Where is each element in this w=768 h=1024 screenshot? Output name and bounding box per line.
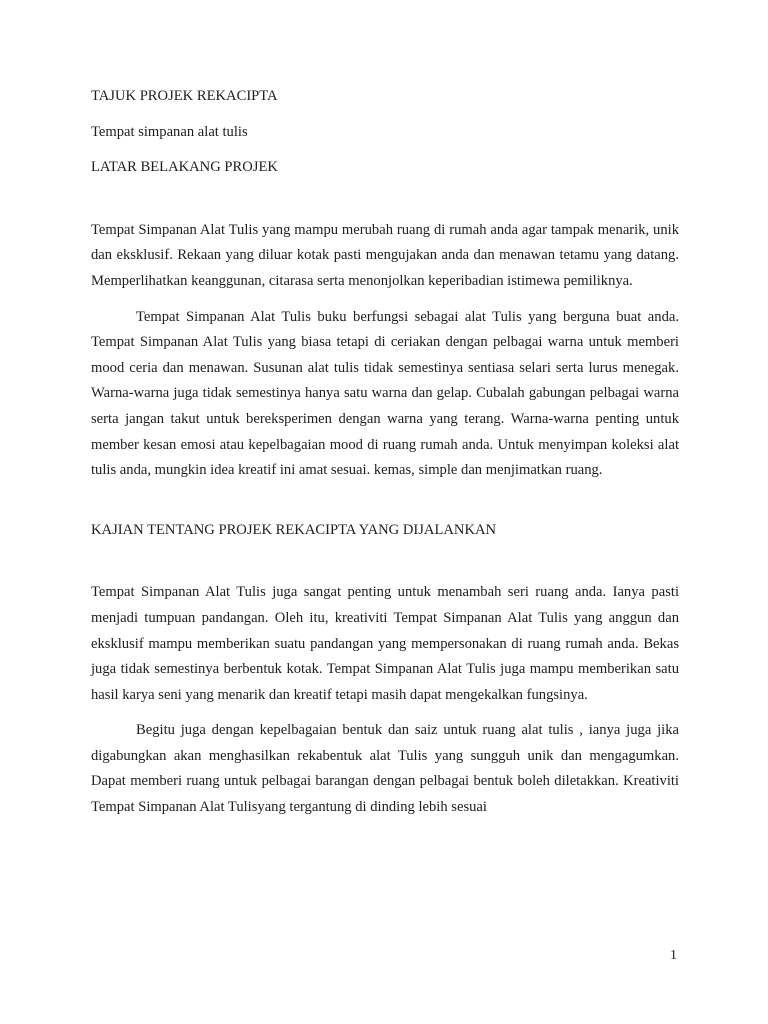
study-paragraph-2: Begitu juga dengan kepelbagaian bentuk dan saiz untuk ruang alat tulis , ianya juga jika digabungkan akan menghasilkan rekabentuk alat Tulis yang sungguh unik dan mengagumkan. Dapat memberi ruang untuk pelbagai barangan dengan pelbagai bentuk boleh diletakkan. Kreativiti Tempat Simpanan Alat Tulisyang tergantung di dinding lebih sesuai <box>91 722 679 816</box>
document-body <box>91 84 679 831</box>
study-paragraph-1: Tempat Simpanan Alat Tulis juga sangat penting untuk menambah seri ruang anda. Ianya pasti menjadi tumpuan pandangan. Oleh itu, kreativiti Tempat Simpanan Alat Tulis yang anggun dan eksklusif mampu memberikan suatu pandangan yang mempersonakan di ruang rumah anda. Bekas juga tidak semestinya berbentuk kotak. Tempat Simpanan Alat Tulis juga mampu memberikan satu hasil karya seni yang menarik dan kreatif tetapi masih dapat mengekalkan fungsinya. <box>91 584 679 703</box>
section-heading-background: LATAR BELAKANG PROJEK <box>91 159 278 176</box>
project-title: TAJUK PROJEK REKACIPTA <box>91 88 278 104</box>
project-subtitle: Tempat simpanan alat tulis <box>91 123 248 140</box>
page-number: 1 <box>670 948 677 963</box>
background-paragraph-2: Tempat Simpanan Alat Tulis buku berfungsi sebagai alat Tulis yang berguna buat anda. Tempat Simpanan Alat Tulis yang biasa tetapi di ceriakan dengan pelbagai warna untuk memberi mood ceria dan menawan. Susunan alat tulis tidak semestinya sentiasa selari serta lurus menegak. Warna-warna juga tidak semestinya hanya satu warna dan gelap. Cubalah gabungan pelbagai warna serta jangan takut untuk bereksperimen dengan warna yang terang. Warna-warna penting untuk member kesan emosi atau kepelbagaian mood di ruang rumah anda. Untuk menyimpan koleksi alat tulis anda, mungkin idea kreatif ini amat sesuai. kemas, simple dan menjimatkan ruang. <box>91 308 679 479</box>
section-heading-study: KAJIAN TENTANG PROJEK REKACIPTA YANG DIJALANKAN <box>91 521 497 538</box>
background-paragraph-1: Tempat Simpanan Alat Tulis yang mampu merubah ruang di rumah anda agar tampak menarik, unik dan eksklusif. Rekaan yang diluar kotak pasti mengujakan anda dan menawan tetamu yang datang. Memperlihatkan keanggunan, citarasa serta menonjolkan keperibadian istimewa pemiliknya. <box>91 221 679 289</box>
